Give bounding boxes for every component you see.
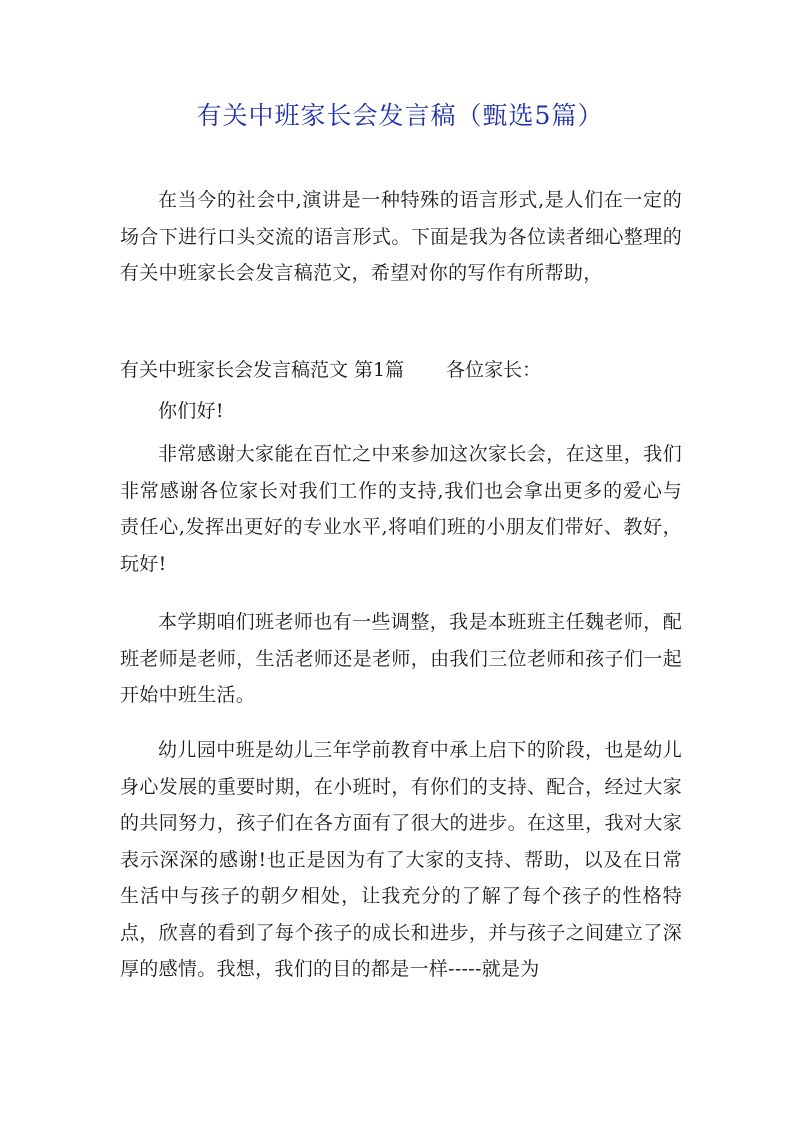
intro-paragraph: 在当今的社会中,演讲是一种特殊的语言形式,是人们在一定的场合下进行口头交流的语言形式。下面是我为各位读者细心整理的有关中班家长会发言稿范文，希望对你的写作有所帮助，: [120, 189, 682, 284]
salutation: 各位家长：: [446, 359, 542, 381]
document-title: 有关中班家长会发言稿（甄选5篇）: [196, 101, 604, 130]
section-heading-line: [120, 352, 682, 389]
section-heading: 有关中班家长会发言稿范文 第1篇: [120, 359, 405, 381]
body-paragraph-2: 本学期咱们班老师也有一些调整，我是本班班主任魏老师，配班老师是老师，生活老师还是老师，由我们三位老师和孩子们一起开始中班生活。: [120, 611, 682, 706]
body-paragraph-1: 非常感谢大家能在百忙之中来参加这次家长会，在这里，我们非常感谢各位家长对我们工作的支持,我们也会拿出更多的爱心与责任心,发挥出更好的专业水平,将咱们班的小朋友们带好、教好，玩好!: [120, 443, 682, 575]
body-paragraph-3: 幼儿园中班是幼儿三年学前教育中承上启下的阶段，也是幼儿身心发展的重要时期，在小班时，有你们的支持、配合，经过大家的共同努力，孩子们在各方面有了很大的进步。在这里，我对大家表示深深的感谢!也正是因为有了大家的支持、帮助，以及在日常生活中与孩子的朝夕相处，让我充分的了解了每个孩子的性格特点，欣喜的看到了每个孩子的成长和进步，并与孩子之间建立了深厚的感情。我想，我们的目的都是一样-----就是为: [120, 739, 682, 980]
greeting-paragraph: 你们好!: [158, 400, 224, 422]
